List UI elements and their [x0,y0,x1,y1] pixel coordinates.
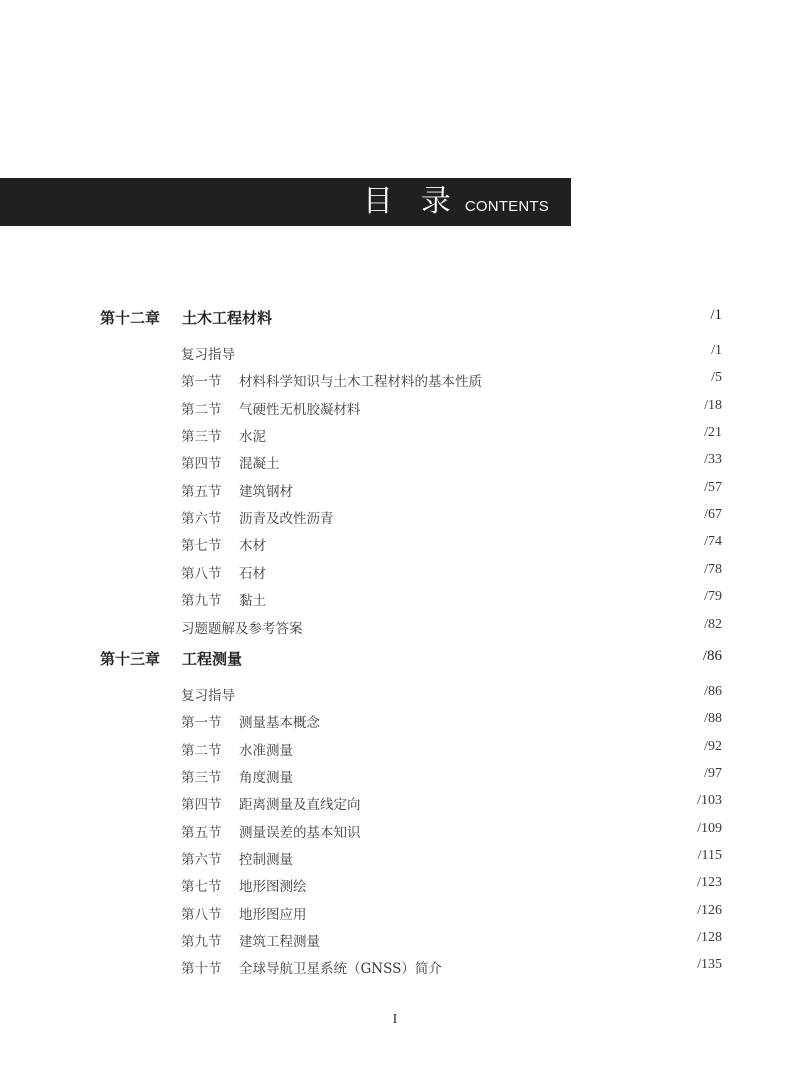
entry-page: /18 [704,398,722,413]
section-number: 第一节 [181,715,222,731]
contents-title-cn: 目录 [362,184,479,219]
toc-entry[interactable] [181,793,722,815]
section-number: 第七节 [181,879,222,895]
entry-title: 黏土 [239,593,266,609]
chapter-row-13[interactable] [100,648,722,672]
entry-page: /135 [697,957,722,972]
section-number: 第六节 [181,852,222,868]
section-number: 第八节 [181,566,222,582]
toc-entry[interactable] [181,480,722,502]
toc-entry[interactable] [181,711,722,733]
chapter-title: 土木工程材料 [182,309,273,327]
chapter-page: /1 [710,307,722,323]
entry-page: /57 [704,480,722,495]
entry-title: 复习指导 [181,688,235,704]
entry-title: 木材 [239,538,266,554]
toc-entry[interactable] [181,507,722,529]
toc-entry[interactable] [181,684,722,706]
entry-title: 测量误差的基本知识 [239,825,361,841]
section-number: 第四节 [181,456,222,472]
entry-title: 沥青及改性沥青 [239,511,334,527]
toc-entry[interactable] [181,766,722,788]
toc-entry[interactable] [181,343,722,365]
entry-title: 混凝土 [239,456,280,472]
section-number: 第三节 [181,429,222,445]
entry-title: 复习指导 [181,347,235,363]
entry-page: /79 [704,589,722,604]
entry-title: 控制测量 [239,852,293,868]
entry-title: 距离测量及直线定向 [239,797,361,813]
entry-title: 材料科学知识与土木工程材料的基本性质 [239,374,482,390]
section-number: 第五节 [181,484,222,500]
toc-entry[interactable] [181,903,722,925]
toc-entry[interactable] [181,370,722,392]
entry-page: /21 [704,425,722,440]
entry-page: /109 [697,821,722,836]
entry-title: 测量基本概念 [239,715,320,731]
section-number: 第七节 [181,538,222,554]
entry-title: 全球导航卫星系统（GNSS）简介 [239,961,442,977]
toc-entry[interactable] [181,398,722,420]
entry-title: 角度测量 [239,770,293,786]
entry-page: /86 [704,684,722,699]
entry-page: /67 [704,507,722,522]
toc-entry[interactable] [181,589,722,611]
page-number: I [392,1012,398,1027]
entry-page: /1 [711,343,722,358]
contents-title-band [0,178,571,226]
entry-title: 水准测量 [239,743,293,759]
toc-entry[interactable] [181,821,722,843]
entry-page: /103 [697,793,722,808]
entry-page: /33 [704,452,722,467]
entry-title: 建筑钢材 [239,484,293,500]
entry-title: 水泥 [239,429,266,445]
section-number: 第五节 [181,825,222,841]
toc-entry[interactable] [181,452,722,474]
contents-heading [363,183,549,221]
entry-title: 习题题解及参考答案 [181,621,303,637]
entry-page: /92 [704,739,722,754]
entry-title: 石材 [239,566,266,582]
section-number: 第九节 [181,593,222,609]
contents-title-en: CONTENTS [464,198,549,215]
entry-page: /128 [697,930,722,945]
entry-page: /5 [711,370,722,385]
section-number: 第八节 [181,907,222,923]
chapter-number: 第十二章 [100,309,161,327]
chapter-number: 第十三章 [100,650,161,668]
toc-entry[interactable] [181,739,722,761]
toc-entry[interactable] [181,957,722,979]
section-number: 第二节 [181,743,222,759]
section-number: 第六节 [181,511,222,527]
section-number: 第三节 [181,770,222,786]
entry-page: /123 [697,875,722,890]
entry-page: /74 [704,534,722,549]
entry-page: /88 [704,711,722,726]
entry-title: 地形图测绘 [239,879,307,895]
entry-page: /78 [704,562,722,577]
toc-entry[interactable] [181,848,722,870]
entry-page: /82 [704,617,722,632]
entry-page: /115 [697,848,722,863]
chapter-title: 工程测量 [182,650,243,668]
section-number: 第一节 [181,374,222,390]
section-number: 第四节 [181,797,222,813]
entry-title: 建筑工程测量 [239,934,320,950]
toc-entry[interactable] [181,617,722,639]
entry-title: 地形图应用 [239,907,307,923]
entry-title: 气硬性无机胶凝材料 [239,402,361,418]
toc-entry[interactable] [181,875,722,897]
toc-entry[interactable] [181,562,722,584]
entry-page: /97 [704,766,722,781]
chapter-page: /86 [702,648,722,664]
toc-entry[interactable] [181,534,722,556]
section-number: 第十节 [181,961,222,977]
toc-entry[interactable] [181,425,722,447]
toc-entry[interactable] [181,930,722,952]
section-number: 第二节 [181,402,222,418]
chapter-row-12[interactable] [100,307,722,331]
entry-page: /126 [697,903,722,918]
section-number: 第九节 [181,934,222,950]
